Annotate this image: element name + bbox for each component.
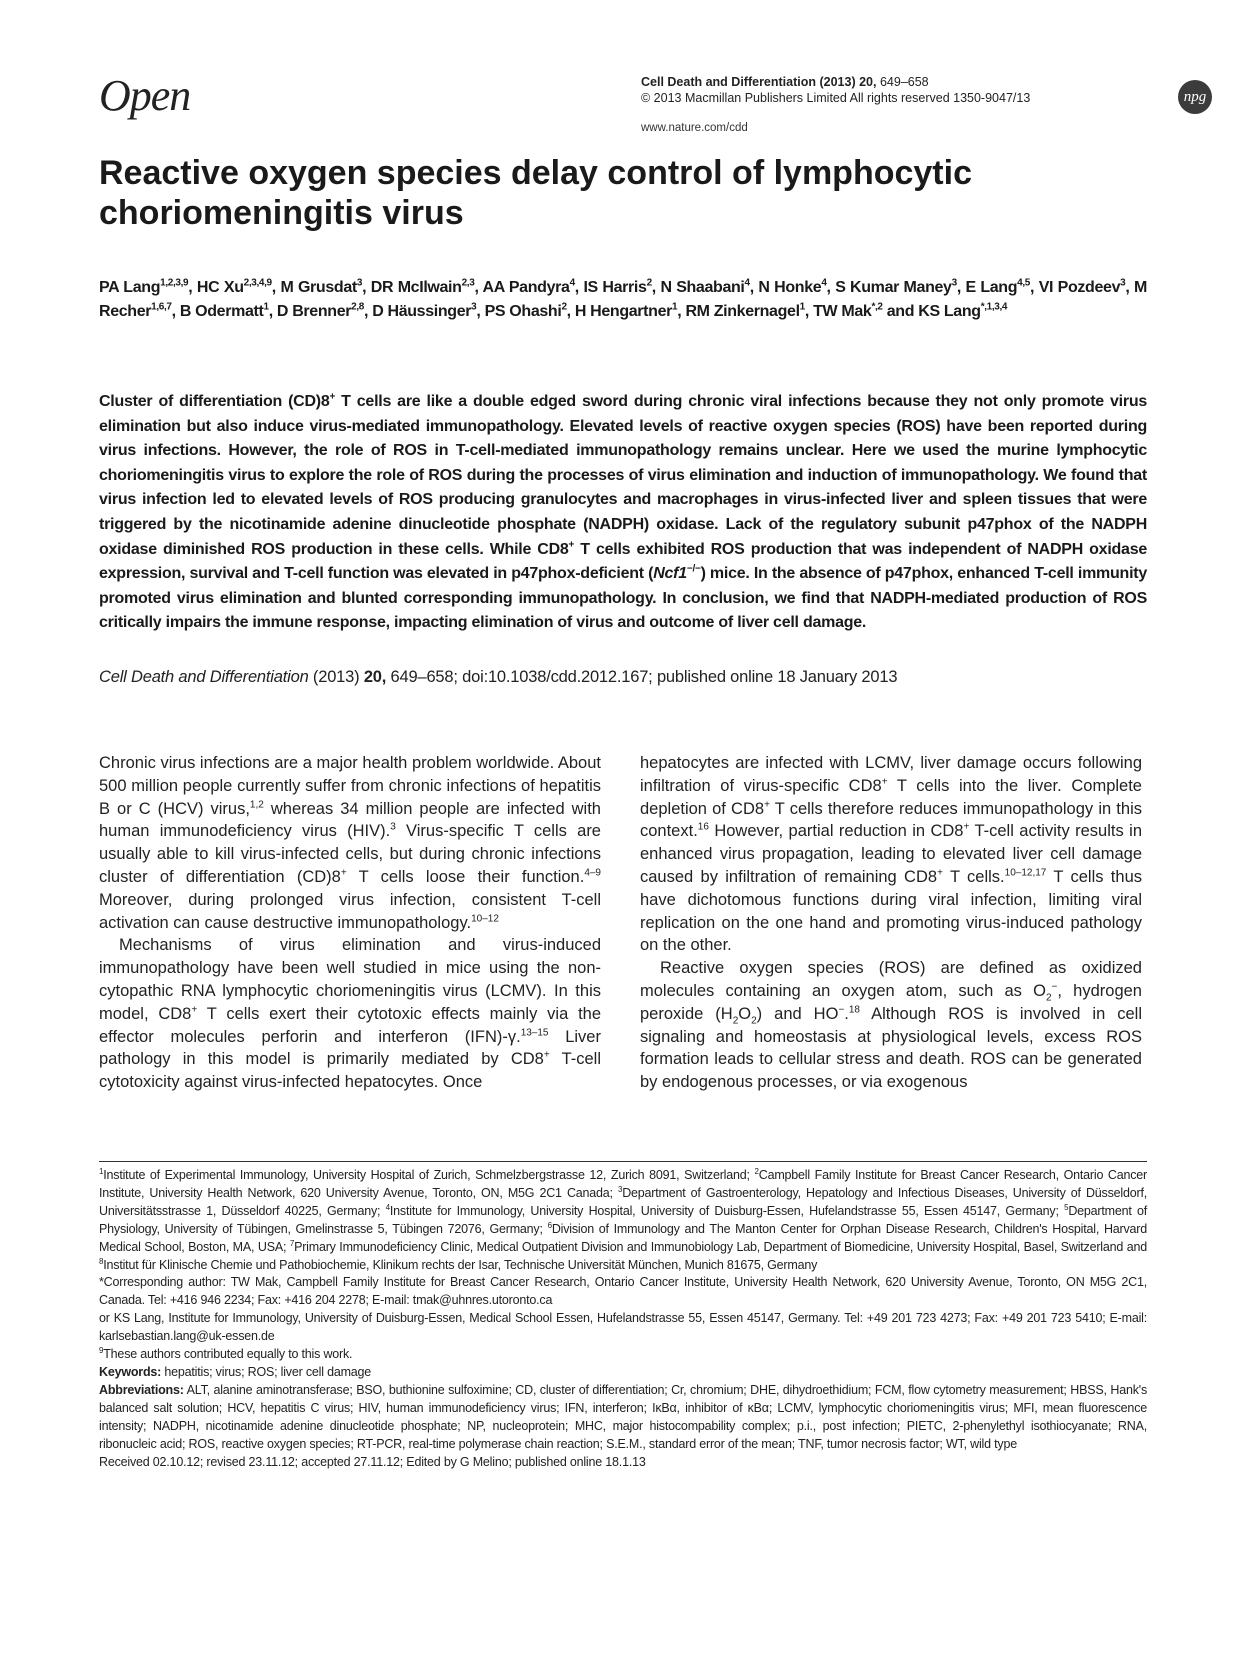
author: B Odermatt$^1$ (179, 301, 269, 320)
author: AA Pandyra$^4$ (482, 277, 575, 296)
author: N Honke$^4$ (758, 277, 827, 296)
journal-pages: 649–658 (876, 75, 929, 89)
author: N Shaabani$^4$ (660, 277, 750, 296)
open-access-logo: Open (99, 71, 191, 120)
journal-header (641, 74, 1030, 106)
author: RM Zinkernagel$^1$ (685, 301, 805, 320)
author: TW Mak$^{*,2}$ (813, 301, 883, 320)
author: D Häussinger$^3$ (372, 301, 477, 320)
abbreviations: Abbreviations: ALT, alanine aminotransferase; BSO, buthionine sulfoximine; CD, cluster of differentiation; Cr, chromium; DHE, dihydroethidium; FCM, flow cytometry measurement; HBSS, Hank's balanced salt solution; HCV, hepatitis C virus; HIV, human immunodeficiency virus; IFN, interferon; IκBα, inhibitor of κBα; LCMV, lymphocytic choriomeningitis virus; MFI, mean fluorescence intensity; NADPH, nicotinamide adenine dinucleotide phosphate; NP, nucleoprotein; MHC, major histocompability complex; p.i., post infection; PIETC, 2-phenylethyl isothiocyanate; RNA, ribonucleic acid; ROS, reactive oxygen species; RT-PCR, real-time polymerase chain reaction; S.E.M., standard error of the mean; TNF, tumor necrosis factor; WT, wild type (99, 1382, 1147, 1451)
author: M Recher$^{1,6,7}$ (99, 279, 1147, 320)
footnotes (99, 1167, 1147, 1471)
body-column-left (99, 752, 601, 1094)
journal-name: Cell Death and Differentiation (2013) 20, (641, 75, 877, 89)
author: KS Lang$^{*,1,3,4}$ (918, 301, 1008, 320)
corresponding-author: *Corresponding author: TW Mak, Campbell Family Institute for Breast Cancer Research, Ontario Cancer Institute, University Health Network, 620 University Avenue, Toronto, ON M5G 2C1, Canada. Tel: +416 946 2234; Fax: +416 204 2278; E-mail: tmak@uhnres.utoronto.ca (99, 1275, 1147, 1308)
author: E Lang$^{4,5}$ (965, 277, 1031, 296)
corresponding-author-2: or KS Lang, Institute for Immunology, University of Duisburg-Essen, Medical School Essen, Hufelandstrasse 55, Essen 45147, Germany. Tel: +49 201 723 4273; Fax: +49 201 723 5410; E-mail: karlsebastian.lang@uk-essen.de (99, 1311, 1147, 1344)
body-column-right (640, 752, 1142, 1094)
author: S Kumar Maney$^3$ (835, 277, 957, 296)
author: VI Pozdeev$^3$ (1038, 277, 1126, 296)
article-citation: Cell Death and Differentiation (2013) 20, 649–658; doi:10.1038/cdd.2012.167; published online 18 January 2013 (99, 668, 898, 686)
journal-url[interactable]: www.nature.com/cdd (641, 122, 748, 134)
author: DR McIlwain$^{2,3}$ (370, 277, 475, 296)
keywords: Keywords: hepatitis; virus; ROS; liver cell damage (99, 1364, 372, 1379)
author: H Hengartner$^1$ (574, 301, 678, 320)
received-dates: Received 02.10.12; revised 23.11.12; accepted 27.11.12; Edited by G Melino; published online 18.1.13 (99, 1454, 646, 1469)
npg-logo: npg (1178, 80, 1212, 114)
affiliations: $^1$Institute of Experimental Immunology, University Hospital of Zurich, Schmelzbergstrasse 12, Zurich 8091, Switzerland; $^2$Campbell Family Institute for Breast Cancer Research, Ontario Cancer Institute, University Health Network, 620 University Avenue, Toronto, ON, M5G 2C1 Canada; $^3$Department of Gastroenterology, Hepatology and Infectious Diseases, University of Düsseldorf, Universitätsstrasse 1, Düsseldorf 40225, Germany; $^4$Institute for Immunology, University Hospital, University of Duisburg-Essen, Hufelandstrasse 55, Essen 45147, Germany; $^5$Department of Physiology, University of Tübingen, Gmelinstrasse 5, Tübingen 72076, Germany; $^6$Division of Immunology and The Manton Center for Orphan Disease Research, Children's Hospital, Harvard Medical School, Boston, MA, USA; $^7$Primary Immunodeficiency Clinic, Medical Outpatient Division and Immunobiology Lab, Department of Biomedicine, University Hospital, Basel, Switzerland and $^8$Institut für Klinische Chemie und Pathobiochemie, Klinikum rechts der Isar, Technische Universität München, Munich 81675, Germany (99, 1166, 1148, 1272)
author: PA Lang$^{1,2,3,9}$ (99, 277, 189, 296)
abstract: Cluster of differentiation (CD)8+ T cells are like a double edged sword during chronic viral infections because they not only promote virus elimination but also induce virus-mediated immunopathology. Elevated levels of reactive oxygen species (ROS) have been reported during virus infections. However, the role of ROS in T-cell-mediated immunopathology remains unclear. Here we used the murine lymphocytic choriomeningitis virus to explore the role of ROS during the processes of virus elimination and induction of immunopathology. We found that virus infection led to elevated levels of ROS producing granulocytes and macrophages in virus-infected liver and spleen tissues that were triggered by the nicotinamide adenine dinucleotide phosphate (NADPH) oxidase. Lack of the regulatory subunit p47phox of the NADPH oxidase diminished ROS production in these cells. While CD8+ T cells exhibited ROS production that was independent of NADPH oxidase expression, survival and T-cell function was elevated in p47phox-deficient (Ncf1−/−) mice. In the absence of p47phox, enhanced T-cell immunity promoted virus elimination and blunted corresponding immunopathology. In conclusion, we find that NADPH-mediated production of ROS critically impairs the immune response, impacting elimination of virus and outcome of liver cell damage. (99, 391, 1147, 632)
author-list: PA Lang$^{1,2,3,9}$, HC Xu$^{2,3,4,9}$, M Grusdat$^3$, DR McIlwain$^{2,3}$, AA Pandyra$^4$, IS Harris$^2$, N Shaabani$^4$, N Honke$^4$, S Kumar Maney$^3$, E Lang$^{4,5}$, VI Pozdeev$^3$, M Recher$^{1,6,7}$, B Odermatt$^1$, D Brenner$^{2,8}$, D Häussinger$^3$, PS Ohashi$^2$, H Hengartner$^1$, RM Zinkernagel$^1$, TW Mak$^{*,2}$ and KS Lang$^{*,1,3,4}$ (99, 277, 1147, 320)
author: HC Xu$^{2,3,4,9}$ (196, 277, 272, 296)
equal-contribution-note: $^9$These authors contributed equally to this work. (99, 1345, 353, 1362)
copyright-line: © 2013 Macmillan Publishers Limited All rights reserved 1350-9047/13 (641, 91, 1031, 105)
author: PS Ohashi$^2$ (484, 301, 567, 320)
article-title: Reactive oxygen species delay control of lymphocytic choriomeningitis virus (99, 154, 972, 232)
author: D Brenner$^{2,8}$ (276, 301, 364, 320)
body-paragraph: hepatocytes are infected with LCMV, liver damage occurs following infiltration of virus-specific CD8+ T cells into the liver. Complete depletion of CD8+ T cells therefore reduces immunopathology in this context.$^{16}$ However, partial reduction in CD8+ T-cell activity results in enhanced virus propagation, leading to elevated liver cell damage caused by infiltration of remaining CD8+ T cells.$^{10-12,17}$ T cells thus have dichotomous functions during viral infection, limiting viral replication on the one hand and promoting virus-induced pathology on the other. (640, 754, 1143, 955)
body-paragraph: Reactive oxygen species (ROS) are defined as oxidized molecules containing an oxygen atom, such as $O_2^-$, hydrogen peroxide $(H_2O_2)$ and HO−.$^{18}$ Although ROS is involved in cell signaling and homeostasis at physiological levels, excess ROS formation leads to cellular stress and death. ROS can be generated by endogenous processes, or via exogenous (640, 959, 1142, 1092)
body-paragraph: Mechanisms of virus elimination and virus-induced immunopathology have been well studied in mice using the non-cytopathic RNA lymphocytic choriomeningitis virus (LCMV). In this model, CD8+ T cells exert their cytotoxic effects mainly via the effector molecules perforin and interferon (IFN)-γ.$^{13-15}$ Liver pathology in this model is primarily mediated by CD8+ T-cell cytotoxicity against virus-infected hepatocytes. Once (99, 936, 602, 1092)
body-paragraph: Chronic virus infections are a major health problem worldwide. About 500 million people currently suffer from chronic infections of hepatitis B or C (HCV) virus,$^{1,2}$ whereas 34 million people are infected with human immunodeficiency virus (HIV).$^3$ Virus-specific T cells are usually able to kill virus-infected cells, but during chronic infections cluster of differentiation (CD)8+ T cells loose their function.$^{4-9}$ Moreover, during prolonged virus infection, consistent T-cell activation can cause destructive immunopathology.$^{10-12}$ (99, 754, 601, 932)
footnote-divider (99, 1161, 1147, 1162)
author: M Grusdat$^3$ (280, 277, 363, 296)
author: IS Harris$^2$ (583, 277, 652, 296)
